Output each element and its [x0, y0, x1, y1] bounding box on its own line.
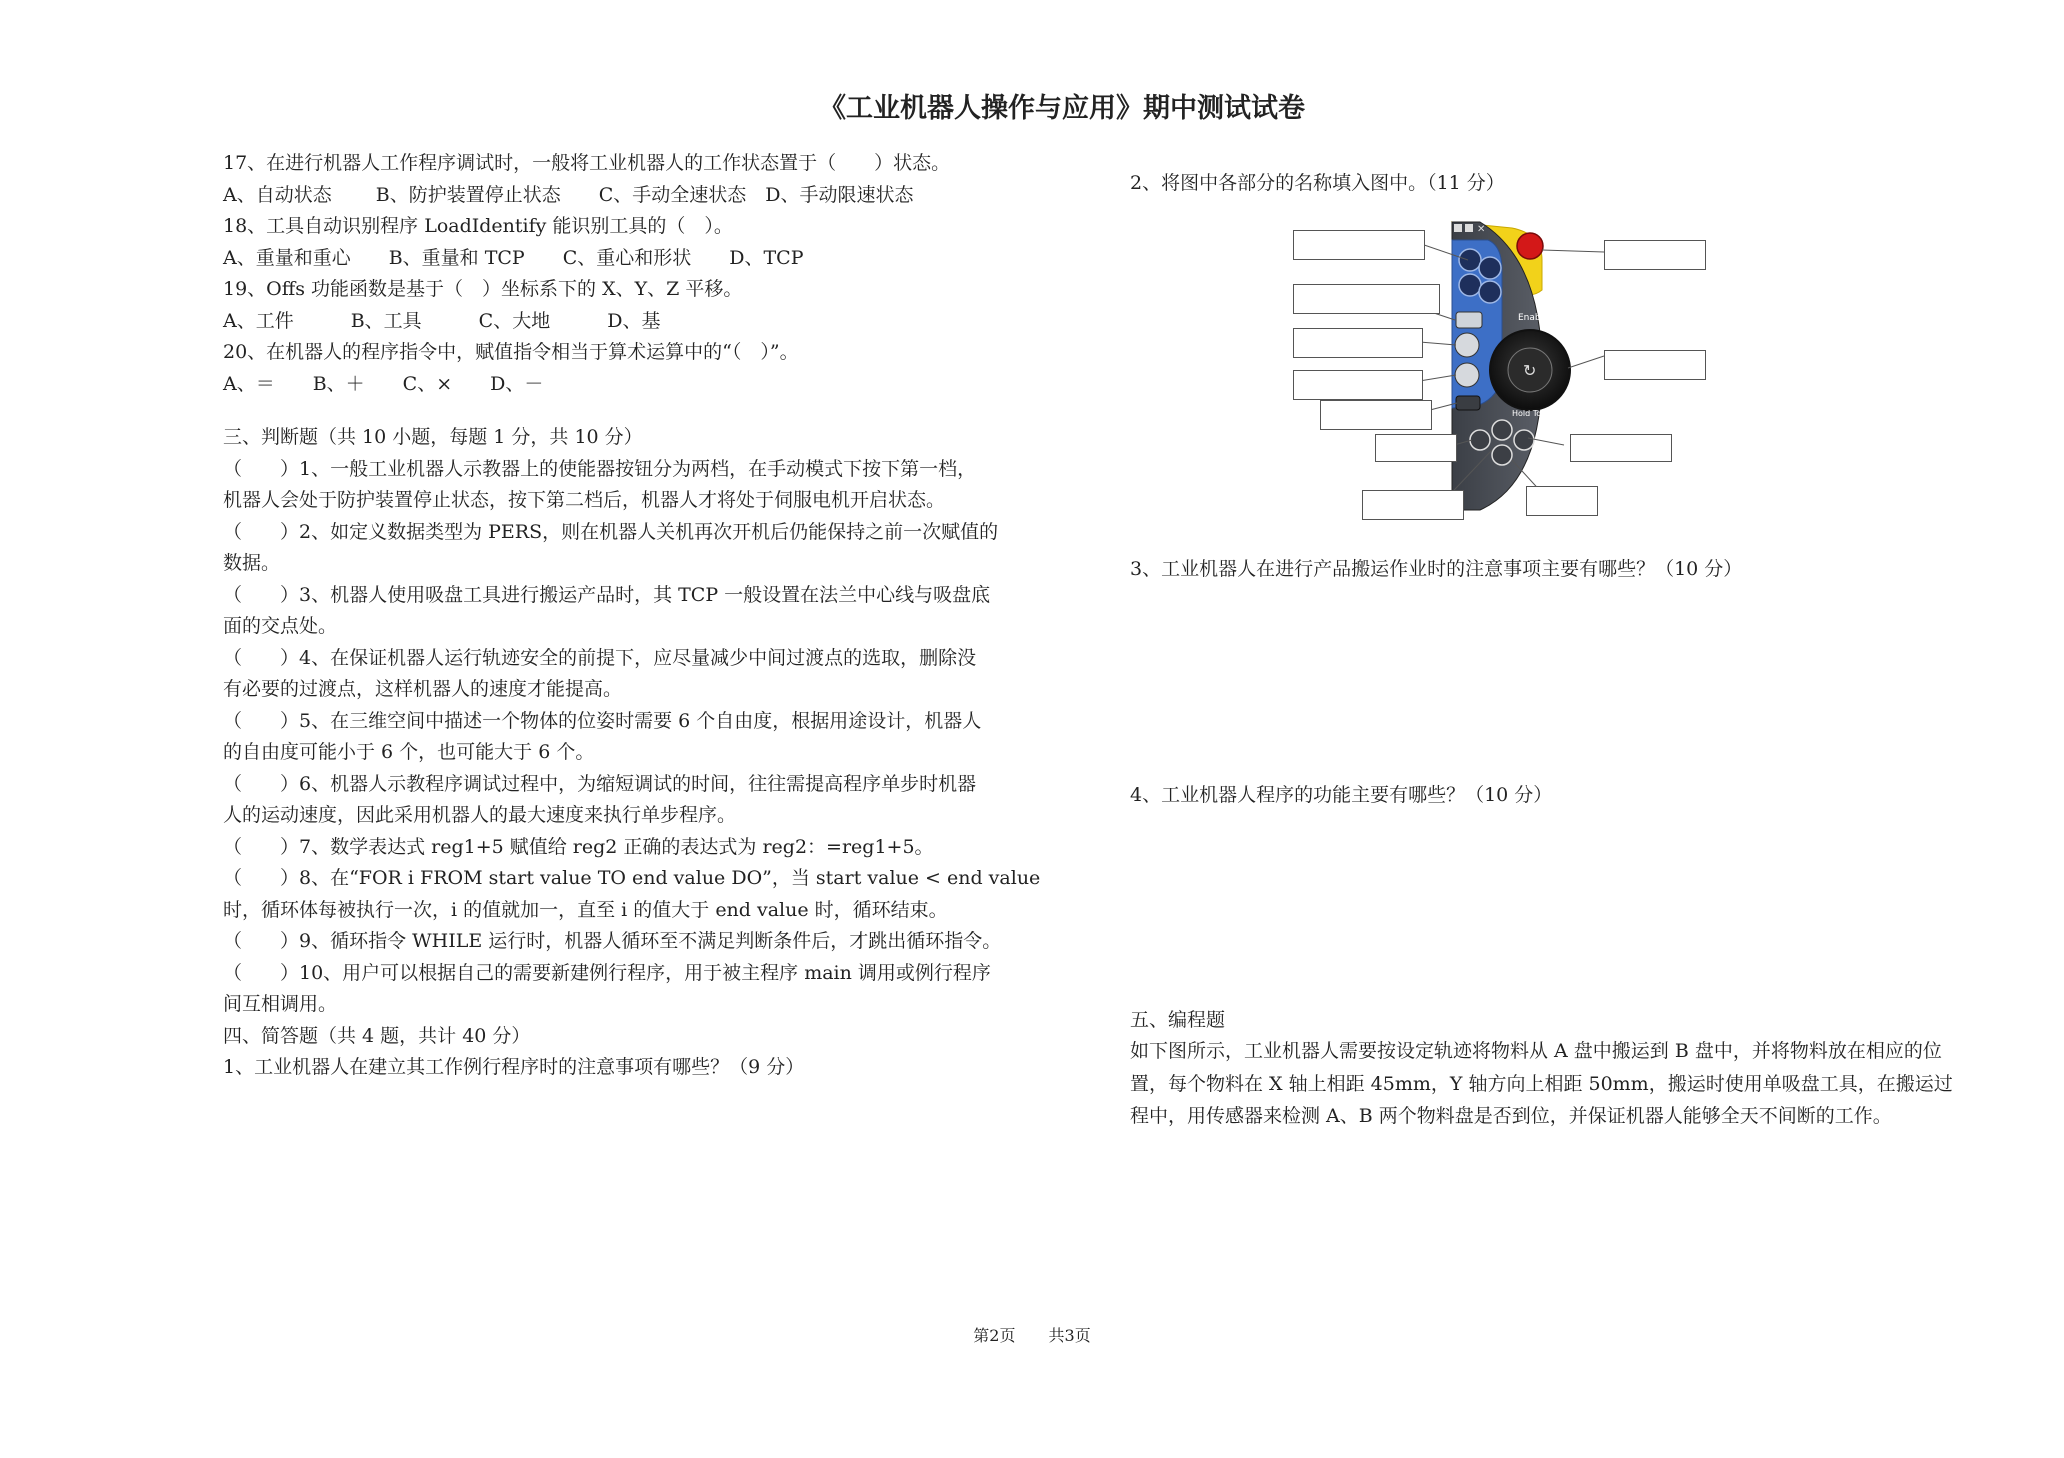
judgement-5-line-2: 的自由度可能小于 6 个，也可能大于 6 个。: [223, 741, 595, 763]
judgement-10-line-2: 间互相调用。: [223, 993, 338, 1015]
judgement-8-line-2: 时，循环体每被执行一次，i 的值就加一，直至 i 的值大于 end value 时，循环结束。: [223, 898, 948, 921]
short-answer-3: 3、工业机器人在进行产品搬运作业时的注意事项主要有哪些？（10 分）: [1130, 558, 1743, 580]
judgement-1-line-1: （ ）1、一般工业机器人示教器上的使能器按钮分为两档，在手动模式下按下第一档，: [223, 457, 977, 480]
section-short-answer-title: 四、简答题（共 4 题，共计 40 分）: [223, 1024, 531, 1047]
left-column: [223, 148, 1063, 1084]
judgement-1-line-2: 机器人会处于防护装置停止状态，按下第二档后，机器人才将处于伺服电机开启状态。: [223, 489, 946, 511]
judgement-2-line-1: （ ）2、如定义数据类型为 PERS，则在机器人关机再次开机后仍能保持之前一次赋值的: [223, 520, 999, 543]
programming-question: 如下图所示，工业机器人需要按设定轨迹将物料从 A 盘中搬运到 B 盘中，并将物料放在相应的位置，每个物料在 X 轴上相距 45mm，Y 轴方向上相距 50mm，搬运时使用单吸盘工具，在搬运过程中，用传感器来检测 A、B 两个物料盘是否到位，并保证机器人能够全天不间断的工作。: [1130, 1040, 1953, 1127]
question-18-options: A、重量和重心 B、重量和 TCP C、重心和形状 D、TCP: [223, 246, 804, 269]
total-pages: 共3页: [1048, 1326, 1091, 1345]
judgement-5-line-1: （ ）5、在三维空间中描述一个物体的位姿时需要 6 个自由度，根据用途设计，机器人: [223, 709, 982, 732]
label-box-3[interactable]: [1293, 328, 1423, 358]
judgement-6-line-1: （ ）6、机器人示教程序调试过程中，为缩短调试的时间，往往需提高程序单步时机器: [223, 772, 977, 795]
svg-text:✕: ✕: [1477, 224, 1486, 235]
label-box-7[interactable]: [1362, 490, 1464, 520]
judgement-3-line-1: （ ）3、机器人使用吸盘工具进行搬运产品时，其 TCP 一般设置在法兰中心线与吸盘底: [223, 583, 991, 606]
label-box-1[interactable]: [1293, 230, 1425, 260]
judgement-6-line-2: 人的运动速度，因此采用机器人的最大速度来执行单步程序。: [223, 804, 737, 826]
enable-text: Enable: [1518, 313, 1549, 323]
judgement-4-line-1: （ ）4、在保证机器人运行轨迹安全的前提下，应尽量减少中间过渡点的选取，删除没: [223, 646, 977, 669]
label-box-10[interactable]: [1604, 350, 1706, 380]
section-judgement-title: 三、判断题（共 10 小题，每题 1 分，共 10 分）: [223, 426, 643, 448]
question-19: 19、Offs 功能函数是基于（ ）坐标系下的 X、Y、Z 平移。: [223, 278, 743, 300]
question-19-options: A、工件 B、工具 C、大地 D、基: [223, 309, 661, 332]
label-box-4[interactable]: [1293, 370, 1423, 400]
short-answer-4: 4、工业机器人程序的功能主要有哪些？（10 分）: [1130, 784, 1553, 806]
judgement-7: （ ）7、数学表达式 reg1+5 赋值给 reg2 正确的表达式为 reg2：=reg1+5。: [223, 835, 934, 858]
judgement-8-line-1: （ ）8、在“FOR i FROM start value TO end value DO”，当 start value < end value: [223, 867, 1041, 889]
hold-to-run-text: Hold To Run: [1512, 409, 1560, 418]
page-title: 《工业机器人操作与应用》期中测试试卷: [819, 93, 1305, 124]
judgement-9: （ ）9、循环指令 WHILE 运行时，机器人循环至不满足判断条件后，才跳出循环指令。: [223, 930, 1002, 952]
question-18: 18、工具自动识别程序 LoadIdentify 能识别工具的（ ）。: [223, 215, 733, 237]
label-box-6[interactable]: [1375, 434, 1457, 462]
judgement-4-line-2: 有必要的过渡点，这样机器人的速度才能提高。: [223, 678, 623, 700]
label-box-9[interactable]: [1570, 434, 1672, 462]
question-17: 17、在进行机器人工作程序调试时，一般将工业机器人的工作状态置于（ ）状态。: [223, 152, 951, 174]
label-box-11[interactable]: [1604, 240, 1706, 270]
question-20-options: A、＝ B、＋ C、× D、－: [223, 372, 544, 395]
svg-text:↻: ↻: [1523, 361, 1537, 380]
label-box-2[interactable]: [1293, 284, 1440, 314]
question-20: 20、在机器人的程序指令中，赋值指令相当于算术运算中的“（ ）”。: [223, 341, 799, 363]
question-17-options: A、自动状态 B、防护装置停止状态 C、手动全速状态 D、手动限速状态: [223, 183, 914, 206]
judgement-10-line-1: （ ）10、用户可以根据自己的需要新建例行程序，用于被主程序 main 调用或例行程序: [223, 961, 991, 984]
label-box-8[interactable]: [1526, 486, 1598, 516]
page-number: 第2页: [973, 1326, 1016, 1345]
page-footer: [0, 1323, 2064, 1346]
judgement-2-line-2: 数据。: [223, 552, 281, 574]
teach-pendant-figure: [1280, 220, 1710, 520]
short-answer-2: 2、将图中各部分的名称填入图中。（11 分）: [1130, 172, 1505, 194]
short-answer-1: 1、工业机器人在建立其工作例行程序时的注意事项有哪些？（9 分）: [223, 1056, 805, 1078]
judgement-3-line-2: 面的交点处。: [223, 615, 338, 637]
section-programming-title: 五、编程题: [1130, 1009, 1226, 1031]
label-box-5[interactable]: [1320, 400, 1432, 430]
